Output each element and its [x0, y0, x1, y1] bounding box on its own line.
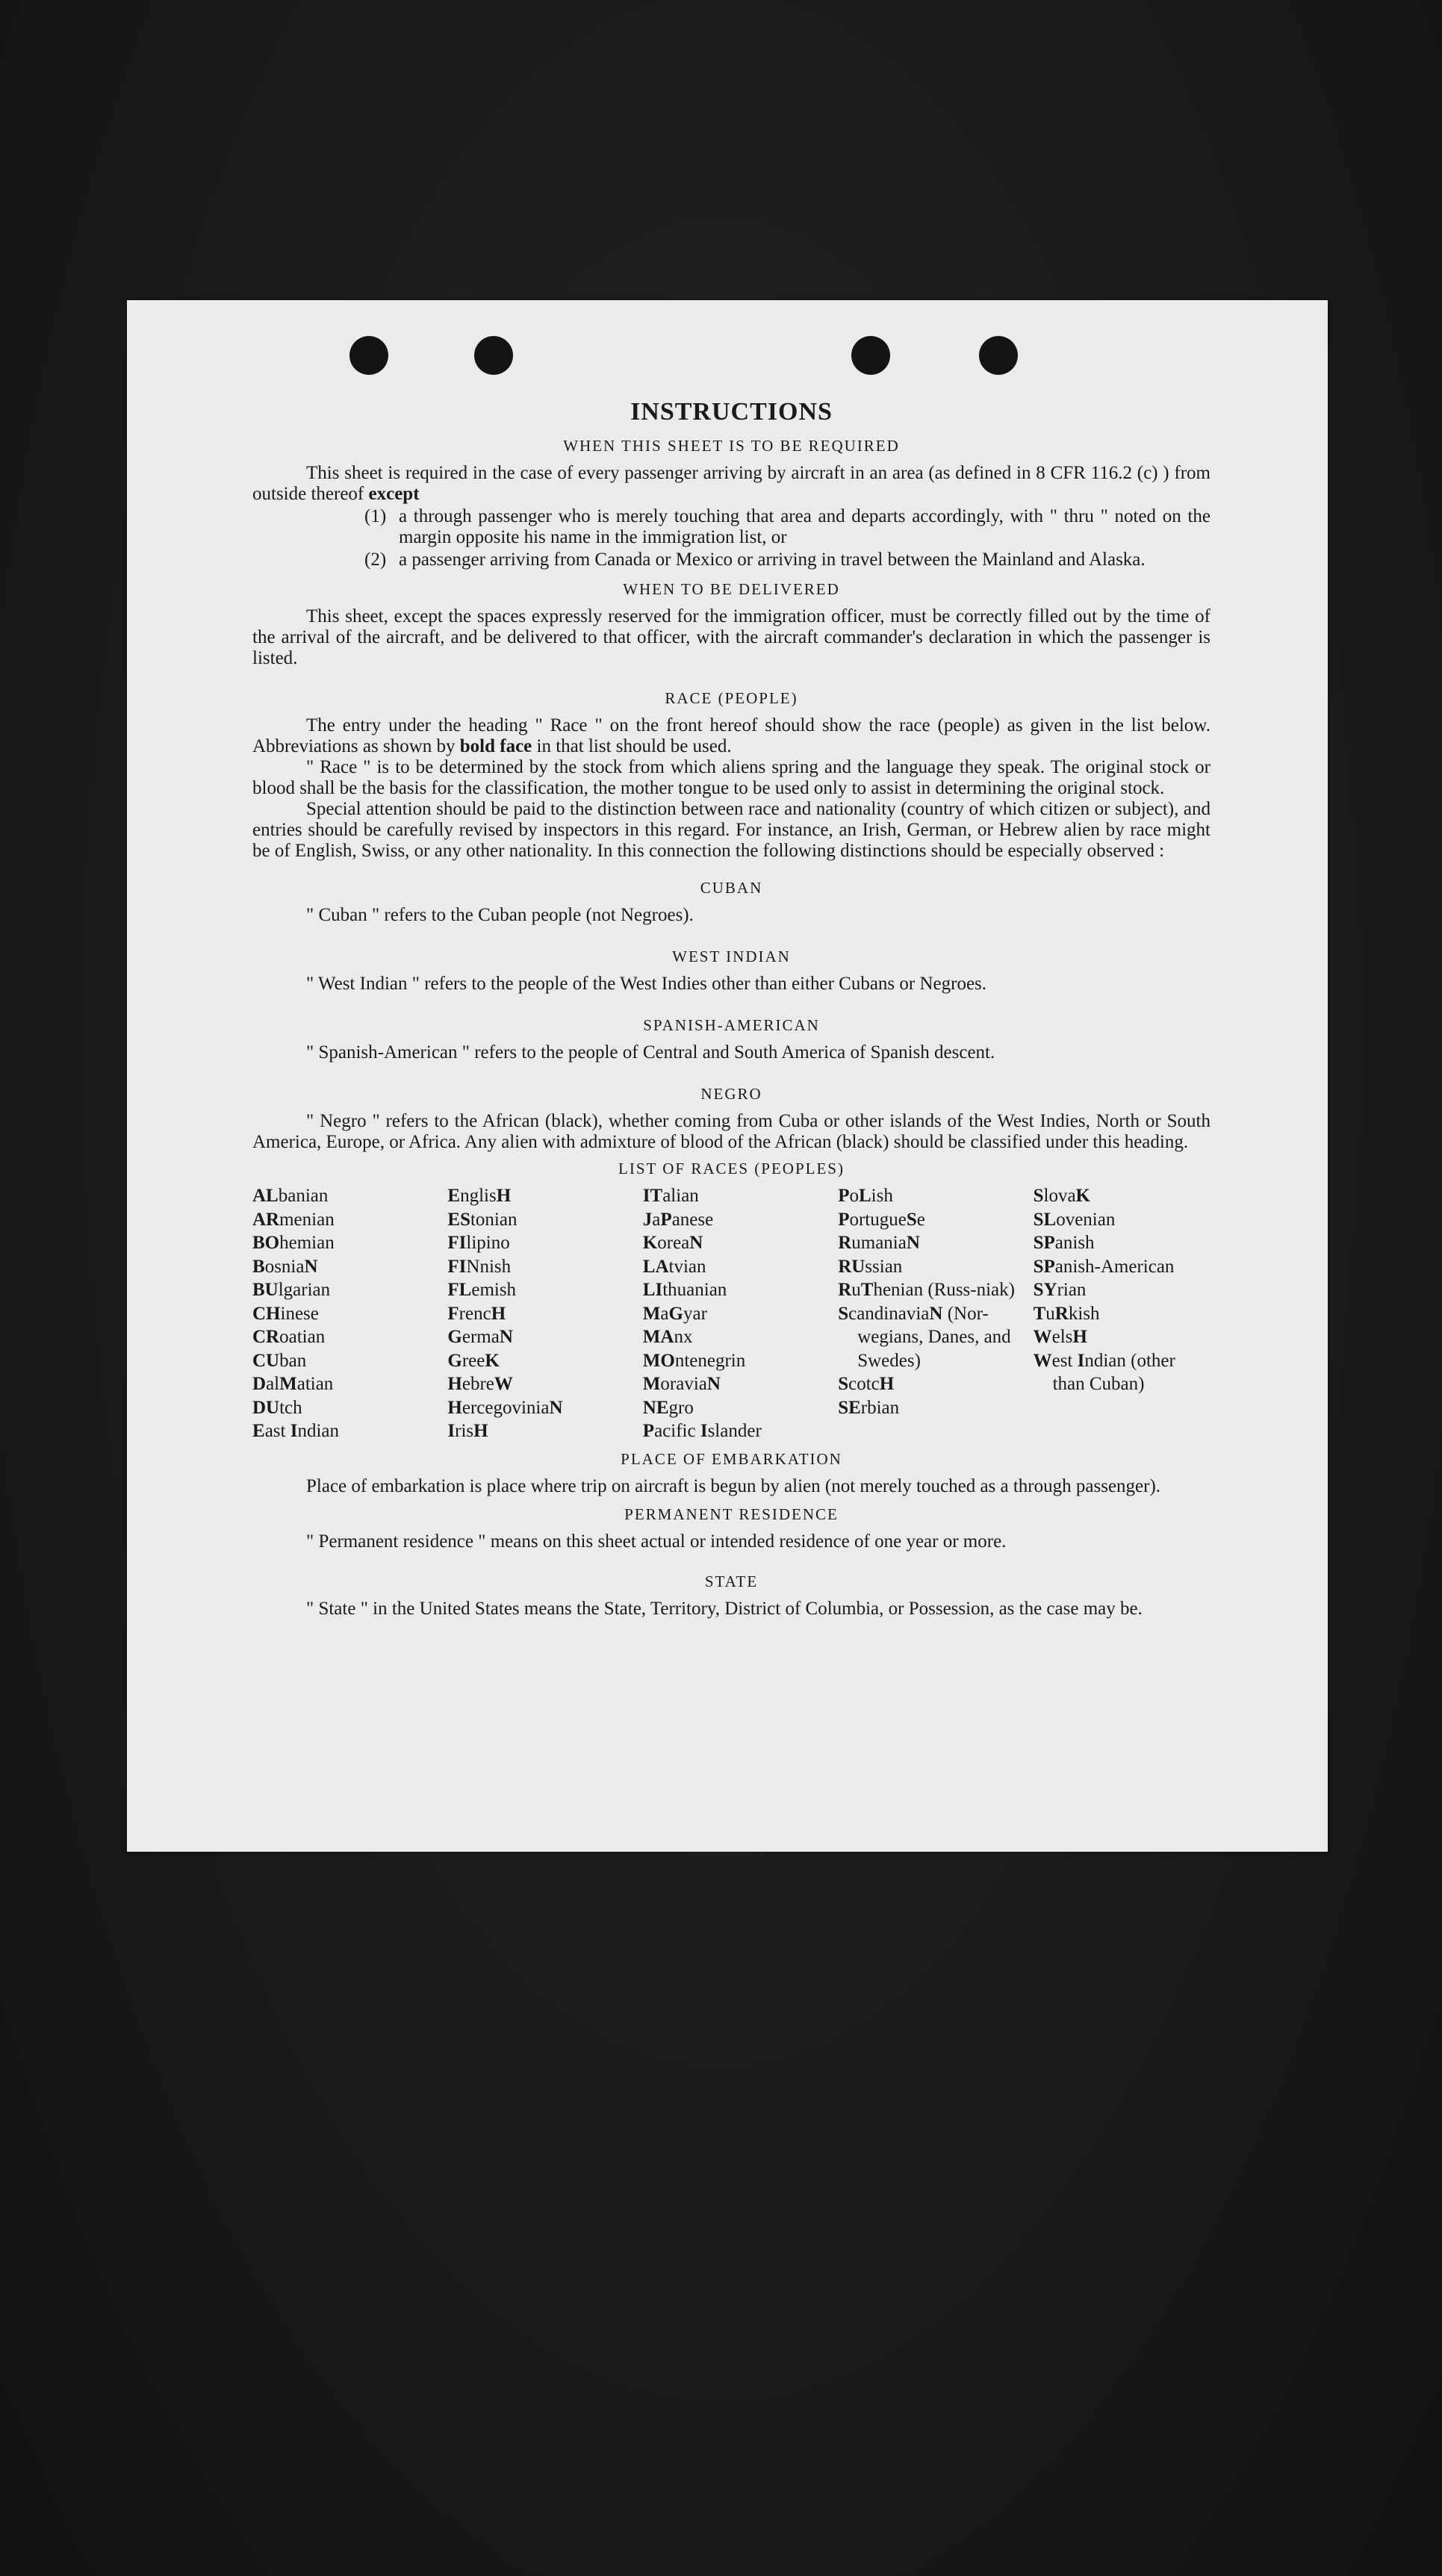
race-entry: SErbian	[838, 1397, 900, 1418]
document-sheet	[127, 300, 1328, 1852]
race-entry: MOntenegrin	[642, 1350, 746, 1371]
section-heading-west-indian: WEST INDIAN	[672, 948, 791, 965]
race-entry: SLovenian	[1033, 1209, 1116, 1230]
race-entry: East Indian	[252, 1421, 339, 1441]
race-column	[838, 1184, 1015, 1443]
section-heading-residence: PERMANENT RESIDENCE	[624, 1505, 839, 1523]
race-entry: EnglisH	[447, 1186, 512, 1206]
race-entry: ScandinaviaN (Nor-wegians, Danes, and Swedes)	[838, 1303, 1011, 1371]
race-entry: ALbanian	[252, 1186, 329, 1206]
race-entry: SYrian	[1033, 1280, 1087, 1300]
section-heading-when-required: WHEN THIS SHEET IS TO BE REQUIRED	[563, 437, 900, 455]
section-heading-embarkation: PLACE OF EMBARKATION	[621, 1449, 842, 1468]
section-heading-list-of-races: LIST OF RACES (PEOPLES)	[618, 1160, 845, 1177]
race-column	[447, 1184, 624, 1443]
race-entry: FLemish	[447, 1280, 517, 1300]
race-paragraph: The entry under the heading " Race " on the front hereof should show the race (people) as given in the list below. Abbreviations as shown by bold face in that list should be used.	[252, 715, 1211, 756]
race-entry: LIthuanian	[642, 1280, 727, 1300]
cuban-text: " Cuban " refers to the Cuban people (not Negroes).	[306, 905, 694, 925]
race-entry: West Indian (other than Cuban)	[1033, 1350, 1175, 1394]
race-entry: PortugueSe	[838, 1209, 925, 1230]
punch-hole	[979, 336, 1018, 375]
negro-text: " Negro " refers to the African (black), whether coming from Cuba or other islands of the West Indies, North or South America, Europe, or Africa. Any alien with admixture of blood of the African (black) should be classified under this heading.	[252, 1111, 1211, 1152]
instructions-content	[252, 397, 1211, 1620]
race-entry: GreeK	[447, 1350, 500, 1371]
race-entry: FIlipino	[447, 1233, 510, 1253]
races-list	[252, 1184, 1211, 1443]
residence-text: " Permanent residence " means on this sheet actual or intended residence of one year or more.	[306, 1531, 1007, 1552]
section-heading-state: STATE	[704, 1572, 759, 1590]
race-column	[1034, 1184, 1211, 1443]
section-heading-when-delivered: WHEN TO BE DELIVERED	[623, 580, 840, 598]
section-heading-negro: NEGRO	[700, 1085, 762, 1103]
race-entry: CRoatian	[252, 1327, 326, 1347]
race-entry: PoLish	[838, 1186, 893, 1206]
race-entry: Pacific Islander	[642, 1421, 762, 1441]
race-entry: WelsH	[1033, 1327, 1087, 1347]
state-text: " State " in the United States means the State, Territory, District of Columbia, or Possession, as the case may be.	[306, 1598, 1143, 1619]
race-entry: DUtch	[252, 1397, 302, 1418]
race-entry: SlovaK	[1033, 1186, 1090, 1206]
race-column	[252, 1184, 429, 1443]
race-entry: BosniaN	[252, 1256, 318, 1277]
embarkation-text: Place of embarkation is place where trip on aircraft is begun by alien (not merely touched as a through passenger).	[306, 1475, 1161, 1496]
race-entry: MoraviaN	[642, 1374, 721, 1394]
race-entry: IrisH	[447, 1421, 488, 1441]
race-entry: MAnx	[642, 1327, 693, 1347]
race-entry: BOhemian	[252, 1233, 335, 1253]
race-entry: FINnish	[447, 1256, 512, 1277]
race-entry: MaGyar	[642, 1303, 707, 1324]
race-entry: SPanish	[1033, 1233, 1095, 1253]
race-paragraph: Special attention should be paid to the distinction between race and nationality (country of which citizen or subject), and entries should be carefully revised by inspectors in this regard. For instance, an Irish, German, or Hebrew alien by race might be of English, Swiss, or any other nationality. In this connection the following distinctions should be especially observed :	[252, 799, 1211, 861]
race-entry: CHinese	[252, 1303, 319, 1324]
race-column	[643, 1184, 820, 1443]
spanish-american-text: " Spanish-American " refers to the people of Central and South America of Spanish descent.	[306, 1042, 995, 1063]
page-title: INSTRUCTIONS	[630, 398, 833, 426]
race-entry: RumaniaN	[838, 1233, 920, 1253]
race-entry: ScotcH	[838, 1374, 895, 1394]
exception-item: (2) a passenger arriving from Canada or Mexico or arriving in travel between the Mainland and Alaska.	[364, 550, 1146, 570]
race-entry: NEgro	[642, 1397, 694, 1418]
race-entry: RUssian	[838, 1256, 903, 1277]
race-entry: HebreW	[447, 1374, 513, 1394]
race-entry: JaPanese	[642, 1209, 714, 1230]
race-paragraph: " Race " is to be determined by the stock from which aliens spring and the language they speak. The original stock or blood shall be the basis for the classification, the mother tongue to be used only to assist in determining the original stock.	[252, 757, 1211, 798]
punch-hole	[851, 336, 890, 375]
race-entry: CUban	[252, 1350, 307, 1371]
punch-hole	[474, 336, 513, 375]
section-heading-cuban: CUBAN	[700, 879, 763, 897]
when-delivered-text: This sheet, except the spaces expressly reserved for the immigration officer, must be correctly filled out by the time of the arrival of the aircraft, and be delivered to that officer, with the aircraft commander's declaration in which the passenger is listed.	[252, 606, 1211, 668]
punch-hole	[349, 336, 388, 375]
section-heading-race: RACE (PEOPLE)	[665, 689, 798, 707]
race-entry: KoreaN	[642, 1233, 703, 1253]
race-entry: BUlgarian	[252, 1280, 331, 1300]
race-entry: GermaN	[447, 1327, 513, 1347]
race-entry: RuThenian (Russ-niak)	[838, 1280, 1015, 1300]
exception-item: (1) a through passenger who is merely touching that area and departs accordingly, with " thru " noted on the margin opposite his name in the immigration list, or	[364, 506, 1211, 547]
race-entry: EStonian	[447, 1209, 518, 1230]
when-required-intro: This sheet is required in the case of every passenger arriving by aircraft in an area (as defined in 8 CFR 116.2 (c) ) from outside thereof except	[252, 463, 1211, 504]
west-indian-text: " West Indian " refers to the people of the West Indies other than either Cubans or Negroes.	[306, 974, 987, 994]
race-entry: FrencH	[447, 1303, 506, 1324]
race-entry: DalMatian	[252, 1374, 334, 1394]
race-entry: HercegoviniaN	[447, 1397, 563, 1418]
race-entry: SPanish-American	[1033, 1256, 1175, 1277]
race-entry: LAtvian	[642, 1256, 706, 1277]
section-heading-spanish-american: SPANISH-AMERICAN	[643, 1016, 820, 1034]
race-entry: ARmenian	[252, 1209, 335, 1230]
race-entry: ITalian	[642, 1186, 699, 1206]
race-entry: TuRkish	[1033, 1303, 1100, 1324]
